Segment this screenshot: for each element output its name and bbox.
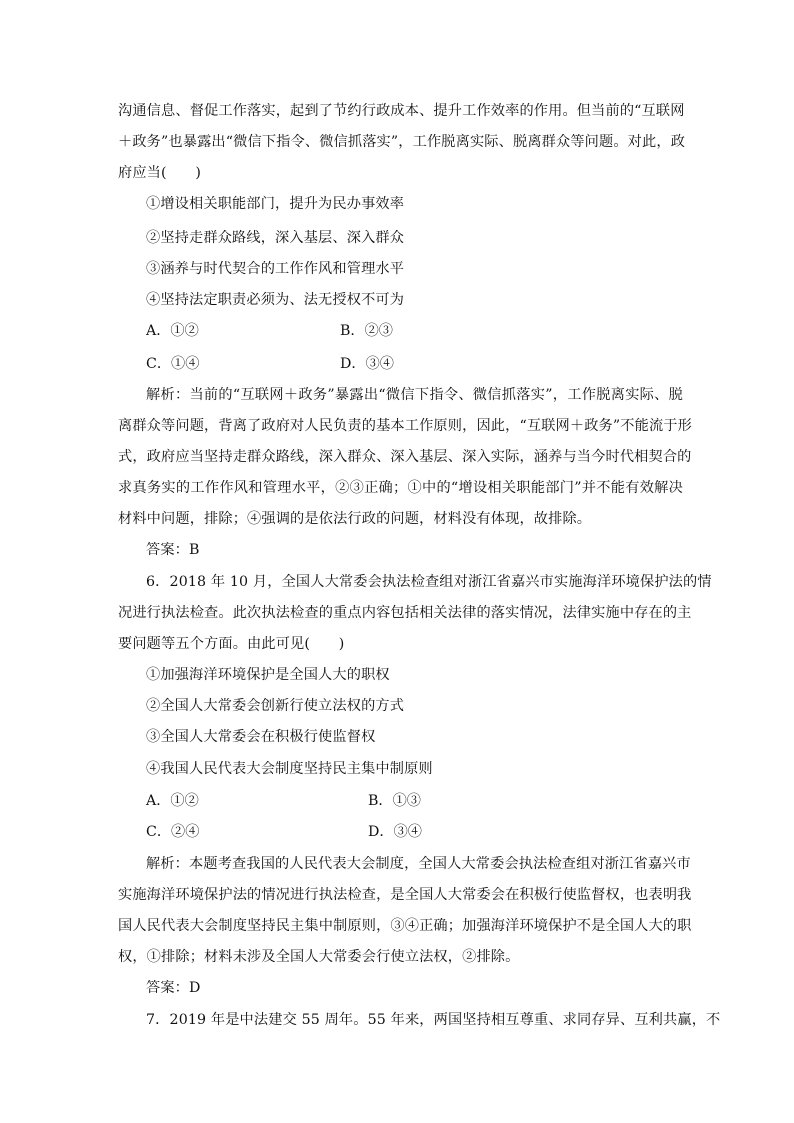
q6-item-3: ③全国人大常委会在积极行使监督权 [146, 729, 376, 745]
q5-answer: 答案：B [146, 542, 200, 558]
q5-analysis-line-5: 材料中问题，排除；④强调的是依法行政的问题，材料没有体现，故排除。 [118, 511, 592, 527]
q6-option-c: C．②④ [146, 824, 200, 840]
q6-analysis-line-4: 权，①排除；材料未涉及全国人大常委会行使立法权，②排除。 [118, 949, 520, 965]
q6-analysis-line-1: 解析：本题考查我国的人民代表大会制度，全国人大常委会执法检查组对浙江省嘉兴市 [146, 856, 691, 872]
q5-analysis-line-4: 求真务实的工作作风和管理水平，②③正确；①中的“增设相关职能部门”并不能有效解决 [118, 480, 683, 496]
q6-item-2: ②全国人大常委会创新行使立法权的方式 [146, 698, 405, 714]
q5-option-b: B．②③ [340, 323, 393, 339]
q6-analysis-line-2: 实施海洋环境保护法的情况进行执法检查，是全国人大常委会在积极行使监督权，也表明我 [118, 887, 692, 903]
q5-item-1: ①增设相关职能部门，提升为民办事效率 [146, 196, 405, 212]
q5-analysis-line-1: 解析：当前的“互联网＋政务”暴露出“微信下指令、微信抓落实”，工作脱离实际、脱 [146, 387, 683, 403]
q6-item-4: ④我国人民代表大会制度坚持民主集中制原则 [146, 761, 433, 777]
q5-stem-line-1: 沟通信息、督促工作落实，起到了节约行政成本、提升工作效率的作用。但当前的“互联网 [118, 103, 685, 119]
q6-stem-line-3: 要问题等五个方面。由此可见( ) [118, 636, 345, 652]
q6-analysis-line-3: 国人民代表大会制度坚持民主集中制原则，③④正确；加强海洋环境保护不是全国人大的职 [118, 918, 692, 934]
q5-stem-line-2: ＋政务”也暴露出“微信下指令、微信抓落实”，工作脱离实际、脱离群众等问题。对此，政 [118, 134, 686, 150]
q6-option-a: A．①② [146, 793, 199, 809]
q5-stem-line-3: 府应当( ) [118, 165, 202, 181]
q6-item-1: ①加强海洋环境保护是全国人大的职权 [146, 667, 390, 683]
q5-option-c: C．①④ [146, 356, 200, 372]
q5-item-2: ②坚持走群众路线，深入基层、深入群众 [146, 230, 405, 246]
q6-option-d: D．③④ [368, 824, 422, 840]
q5-item-4: ④坚持法定职责必须为、法无授权不可为 [146, 292, 405, 308]
q6-answer: 答案：D [146, 980, 201, 996]
q5-option-d: D．③④ [340, 356, 394, 372]
q5-analysis-line-2: 离群众等问题，背离了政府对人民负责的基本工作原则，因此，“互联网＋政务”不能流于形 [118, 418, 692, 434]
q6-stem-line-2: 况进行执法检查。此次执法检查的重点内容包括相关法律的落实情况，法律实施中存在的主 [118, 605, 692, 621]
q5-option-a: A．①② [146, 323, 199, 339]
q7-stem-line-1: 7．2019 年是中法建交 55 周年。55 年来，两国坚持相互尊重、求同存异、互利共赢，不 [146, 1012, 721, 1028]
q5-item-3: ③涵养与时代契合的工作作风和管理水平 [146, 261, 405, 277]
q6-option-b: B．①③ [368, 793, 421, 809]
q5-analysis-line-3: 式，政府应当坚持走群众路线，深入群众、深入基层、深入实际，涵养与当今时代相契合的 [118, 449, 692, 465]
q6-stem-line-1: 6．2018 年 10 月，全国人大常委会执法检查组对浙江省嘉兴市实施海洋环境保护法的情 [146, 574, 712, 590]
